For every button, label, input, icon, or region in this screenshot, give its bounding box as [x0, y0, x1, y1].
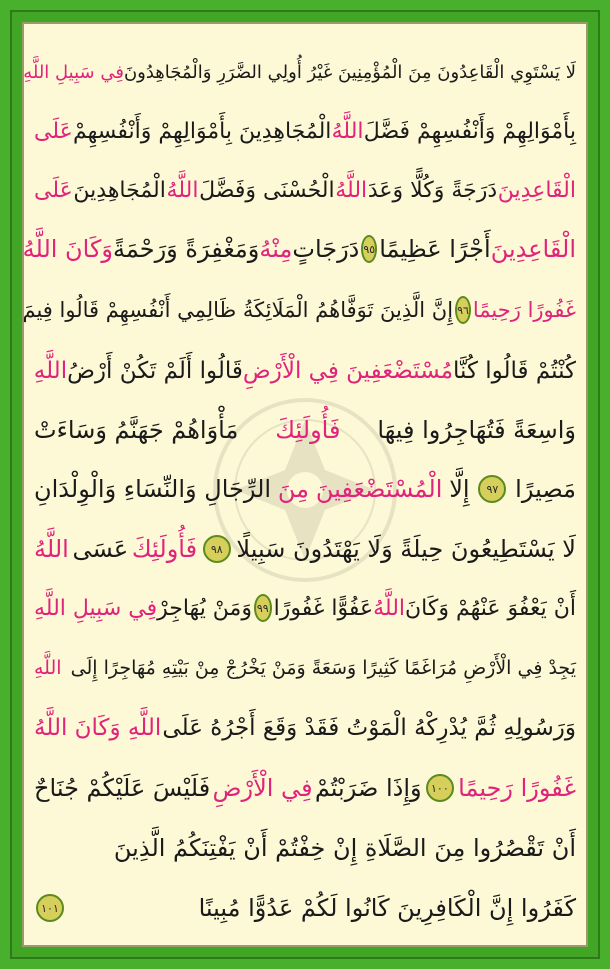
ayah-number-marker: ١٠٠ — [426, 774, 454, 802]
highlighted-text: الْقَاعِدِينَ — [497, 177, 576, 203]
highlighted-text: فِي سَبِيلِ اللَّهِ — [23, 61, 124, 83]
highlighted-text: وَكَانَ اللَّهُ — [22, 235, 113, 263]
verse-text: الْحُسْنَى وَفَضَّلَ — [199, 177, 335, 203]
ayah-number-marker: ٩٥ — [361, 235, 377, 263]
verse-text: كُنْتُمْ قَالُوا كُنَّا — [453, 358, 576, 384]
highlighted-text: اللَّهُ — [331, 118, 364, 144]
highlighted-text: مِنَ — [277, 475, 309, 503]
highlighted-text: فِي سَبِيلِ اللَّهِ — [34, 595, 158, 621]
verse-text: إِلَّا — [449, 475, 470, 503]
verse-text: وَمَنْ يُهَاجِرْ — [157, 595, 252, 621]
ayah-number-marker: ٩٩ — [254, 594, 272, 622]
verse-line — [22, 42, 588, 102]
highlighted-text: اللَّهُ — [166, 177, 199, 203]
highlighted-text: غَفُورًا رَحِيمًا — [472, 298, 576, 322]
verse-text: بِأَمْوَالِهِمْ وَأَنْفُسِهِمْ فَضَّلَ — [363, 118, 576, 144]
verse-text: مَأْوَاهُمْ جَهَنَّمُ وَسَاءَتْ — [34, 416, 239, 444]
verse-text: وَرَسُولِهِ ثُمَّ يُدْرِكْهُ الْمَوْتُ فَقَدْ وَقَعَ أَجْرُهُ عَلَى — [162, 715, 576, 741]
verse-line — [22, 698, 588, 758]
ayah-number-marker: ٩٨ — [203, 535, 231, 563]
verse-text: الرِّجَالِ وَالنِّسَاءِ وَالْوِلْدَانِ — [34, 475, 272, 503]
verse-text: لَا يَسْتَطِيعُونَ حِيلَةً وَلَا يَهْتَدُونَ سَبِيلًا — [236, 535, 576, 563]
verse-text: لَا يَسْتَوِي الْقَاعِدُونَ مِنَ الْمُؤْمِنِينَ غَيْرُ أُولِي الضَّرَرِ وَالْمُجَاهِدُونَ — [123, 61, 576, 83]
highlighted-text: مِنْهُ — [259, 235, 293, 263]
verse-lines — [22, 22, 588, 947]
verse-text: يَجِدْ فِي الْأَرْضِ مُرَاغَمًا كَثِيرًا وَسَعَةً وَمَنْ يَخْرُجْ مِنْ بَيْتِهِ مُهَاجِرًا إِلَى — [70, 657, 576, 679]
verse-text: كَفَرُوا إِنَّ الْكَافِرِينَ كَانُوا لَكُمْ عَدُوًّا مُبِينًا — [198, 894, 576, 922]
verse-text: مَصِيرًا — [515, 475, 576, 503]
highlighted-text: اللَّهِ — [33, 358, 68, 384]
highlighted-text: اللَّهُ — [373, 595, 406, 621]
verse-text: وَإِذَا ضَرَبْتُمْ — [314, 774, 422, 802]
verse-text: عَفُوًّا غَفُورًا — [273, 595, 374, 621]
highlighted-text: فَأُولَئِكَ — [275, 416, 341, 444]
verse-line — [22, 459, 588, 519]
ayah-number-marker: ٩٦ — [455, 296, 471, 324]
highlighted-text: اللَّهِ وَكَانَ اللَّهُ — [34, 715, 162, 741]
highlighted-text: مُسْتَضْعَفِينَ فِي الْأَرْضِ — [242, 358, 454, 384]
verse-text: أَجْرًا عَظِيمًا — [379, 235, 491, 263]
verse-line — [22, 341, 588, 401]
verse-line — [22, 400, 588, 460]
verse-text: فَلَيْسَ عَلَيْكُمْ جُنَاحٌ — [34, 774, 211, 802]
verse-line — [22, 101, 588, 161]
verse-text: أَنْ تَقْصُرُوا مِنَ الصَّلَاةِ إِنْ خِفْتُمْ أَنْ يَفْتِنَكُمُ الَّذِينَ — [113, 834, 576, 862]
verse-line — [22, 519, 588, 579]
verse-line — [22, 878, 588, 938]
highlighted-text: اللَّهُ — [335, 177, 368, 203]
verse-text: وَاسِعَةً فَتُهَاجِرُوا فِيهَا — [377, 416, 576, 444]
highlighted-text: الْمُسْتَضْعَفِينَ — [315, 475, 443, 503]
highlighted-text: غَفُورًا رَحِيمًا — [458, 774, 576, 802]
verse-line — [22, 578, 588, 638]
verse-line — [22, 758, 588, 818]
highlighted-text: اللَّهِ — [34, 657, 62, 679]
verse-text: وَمَغْفِرَةً وَرَحْمَةً — [113, 235, 260, 263]
verse-text: عَسَى — [72, 535, 129, 563]
highlighted-text: فِي الْأَرْضِ — [212, 774, 313, 802]
verse-text: قَالُوا أَلَمْ تَكُنْ أَرْضُ — [67, 358, 243, 384]
highlighted-text: عَلَى — [34, 177, 73, 203]
verse-text: الْمُجَاهِدِينَ — [73, 177, 166, 203]
highlighted-text: فَأُولَئِكَ — [131, 535, 198, 563]
ayah-number-marker: ٩٧ — [478, 475, 506, 503]
verse-text: الْمُجَاهِدِينَ بِأَمْوَالِهِمْ وَأَنْفُسِهِمْ — [72, 118, 332, 144]
verse-text: دَرَجَةً وَكُلًّا وَعَدَ — [367, 177, 498, 203]
verse-line — [22, 160, 588, 220]
verse-line — [22, 818, 588, 878]
text-panel — [22, 22, 588, 947]
verse-line — [22, 219, 588, 279]
verse-text: أَنْ يَعْفُوَ عَنْهُمْ وَكَانَ — [405, 595, 576, 621]
verse-line — [22, 638, 588, 698]
verse-text: إِنَّ الَّذِينَ تَوَفَّاهُمُ الْمَلَائِكَةُ ظَالِمِي أَنْفُسِهِمْ قَالُوا فِيمَ — [22, 298, 454, 322]
verse-line — [22, 280, 588, 340]
highlighted-text: اللَّهُ — [34, 535, 69, 563]
verse-text: دَرَجَاتٍ — [292, 235, 360, 263]
highlighted-text: الْقَاعِدِينَ — [490, 235, 576, 263]
highlighted-text: عَلَى — [34, 118, 73, 144]
ayah-number-marker: ١٠١ — [36, 894, 64, 922]
